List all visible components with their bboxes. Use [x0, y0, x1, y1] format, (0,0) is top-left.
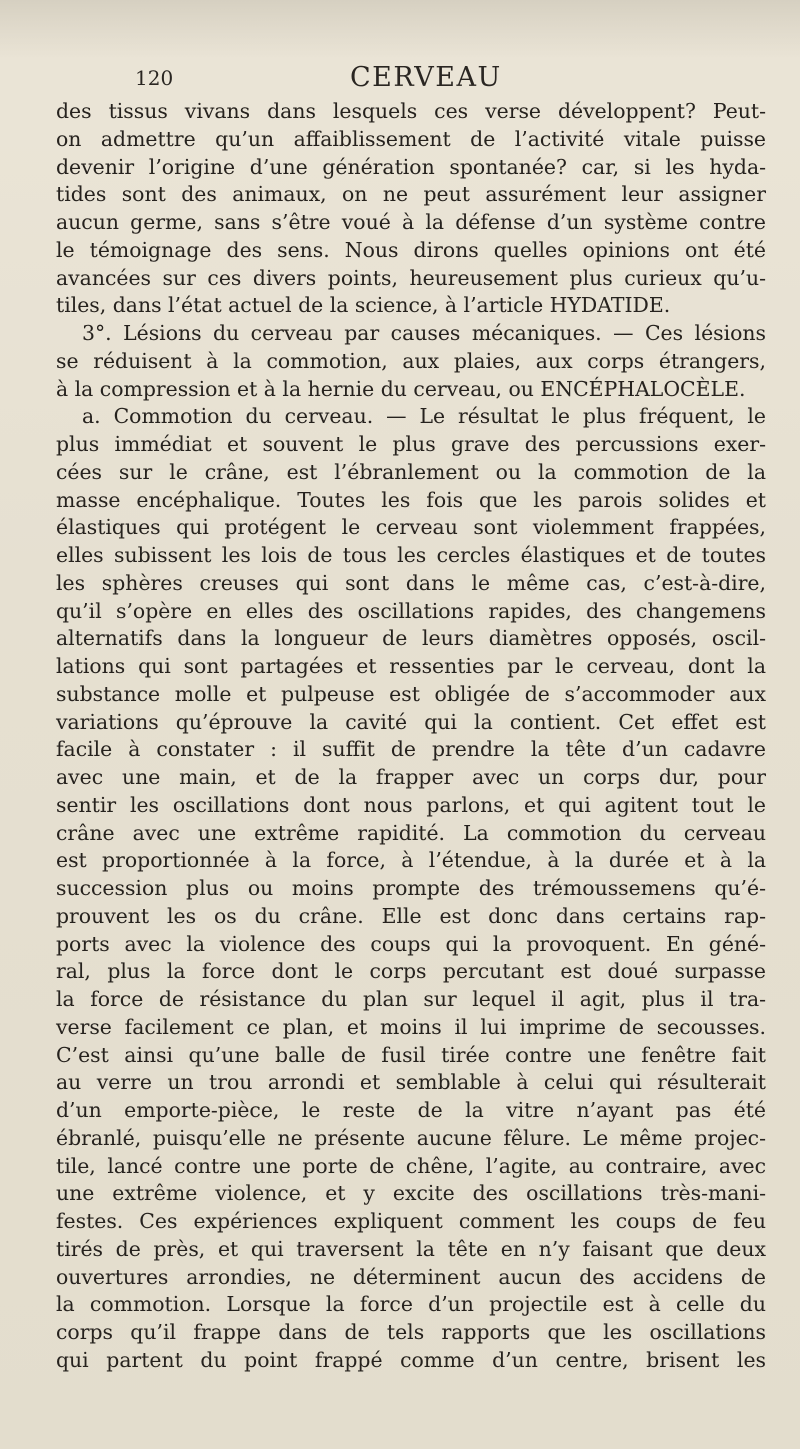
text-line: qui partent du point frappé comme d’un centre, brisent les: [56, 1347, 766, 1372]
text-line: facile à constater : il suffit de prendre la tête d’un cadavre: [56, 737, 766, 762]
text-line: elles subissent les lois de tous les cercles élastiques et de toutes: [56, 543, 766, 567]
text-line: 3°. Lésions du cerveau par causes mécaniques. — Ces lésions: [82, 321, 766, 345]
text-line: succession plus ou moins prompte des trémoussemens qu’é-: [56, 876, 766, 900]
text-line: tides sont des animaux, on ne peut assurément leur assigner: [56, 182, 766, 207]
text-line: la commotion. Lorsque la force d’un projectile est à celle du: [56, 1292, 766, 1317]
text-line: devenir l’origine d’une génération spontanée? car, si les hyda-: [56, 154, 766, 179]
text-line: des tissus vivans dans lesquels ces verse développent? Peut-: [56, 99, 766, 123]
text-line: avec une main, et de la frapper avec un corps dur, pour: [56, 765, 766, 789]
text-line: au verre un trou arrondi et semblable à celui qui résulterait: [56, 1070, 766, 1095]
text-line: le témoignage des sens. Nous dirons quelles opinions ont été: [56, 237, 766, 262]
text-line: tirés de près, et qui traversent la tête en n’y faisant que deux: [56, 1236, 766, 1261]
text-line: a. Commotion du cerveau. — Le résultat le plus fréquent, le: [82, 404, 766, 429]
text-line: ouvertures arrondies, ne déterminent aucun des accidens de: [56, 1264, 766, 1289]
page-number: 120: [135, 66, 174, 90]
body-text: [56, 98, 766, 1375]
text-line: on admettre qu’un affaiblissement de l’activité vitale puisse: [56, 126, 766, 151]
text-line: à la compression et à la hernie du cerveau, ou ENCÉPHALOCÈLE.: [56, 376, 746, 401]
text-line: plus immédiat et souvent le plus grave des percussions exer-: [56, 432, 766, 456]
text-line: les sphères creuses qui sont dans le même cas, c’est-à-dire,: [56, 570, 766, 595]
text-line: se réduisent à la commotion, aux plaies, aux corps étrangers,: [56, 348, 766, 373]
page-top-shadow: [0, 0, 800, 60]
text-line: prouvent les os du crâne. Elle est donc dans certains rap-: [56, 903, 766, 928]
text-line: ports avec la violence des coups qui la provoquent. En géné-: [56, 931, 766, 956]
text-line: d’un emporte-pièce, le reste de la vitre n’ayant pas été: [56, 1098, 766, 1122]
text-line: sentir les oscillations dont nous parlons, et qui agitent tout le: [56, 792, 766, 817]
text-line: ébranlé, puisqu’elle ne présente aucune fêlure. Le même projec-: [56, 1125, 766, 1150]
page-header: [105, 62, 760, 96]
text-line: cées sur le crâne, est l’ébranlement ou la commotion de la: [56, 459, 766, 484]
text-line: C’est ainsi qu’une balle de fusil tirée contre une fenêtre fait: [56, 1042, 766, 1067]
text-line: verse facilement ce plan, et moins il lui imprime de secousses.: [56, 1014, 766, 1039]
text-line: aucun germe, sans s’être voué à la défense d’un système contre: [56, 210, 766, 234]
text-line: variations qu’éprouve la cavité qui la contient. Cet effet est: [56, 709, 766, 734]
text-line: lations qui sont partagées et ressenties par le cerveau, dont la: [56, 654, 766, 678]
text-line: tile, lancé contre une porte de chêne, l’agite, au contraire, avec: [56, 1153, 766, 1178]
text-line: la force de résistance du plan sur lequel il agit, plus il tra-: [56, 987, 766, 1011]
text-line: festes. Ces expériences expliquent comment les coups de feu: [56, 1209, 766, 1233]
text-line: est proportionnée à la force, à l’étendue, à la durée et à la: [56, 848, 766, 873]
text-line: crâne avec une extrême rapidité. La commotion du cerveau: [56, 820, 766, 845]
text-line: masse encéphalique. Toutes les fois que les parois solides et: [56, 487, 766, 512]
text-line: une extrême violence, et y excite des oscillations très-mani-: [56, 1181, 766, 1206]
text-line: tiles, dans l’état actuel de la science, à l’article HYDATIDE.: [56, 293, 671, 318]
text-line: ral, plus la force dont le corps percutant est doué surpasse: [56, 959, 766, 984]
text-line: corps qu’il frappe dans de tels rapports que les oscillations: [56, 1320, 766, 1344]
text-line: alternatifs dans la longueur de leurs diamètres opposés, oscil-: [56, 626, 766, 651]
text-line: avancées sur ces divers points, heureusement plus curieux qu’u-: [56, 265, 766, 290]
text-line: élastiques qui protégent le cerveau sont violemment frappées,: [56, 515, 766, 540]
running-head: CERVEAU: [350, 62, 502, 93]
text-line: substance molle et pulpeuse est obligée de s’accommoder aux: [56, 681, 766, 706]
text-line: qu’il s’opère en elles des oscillations rapides, des changemens: [56, 598, 766, 623]
